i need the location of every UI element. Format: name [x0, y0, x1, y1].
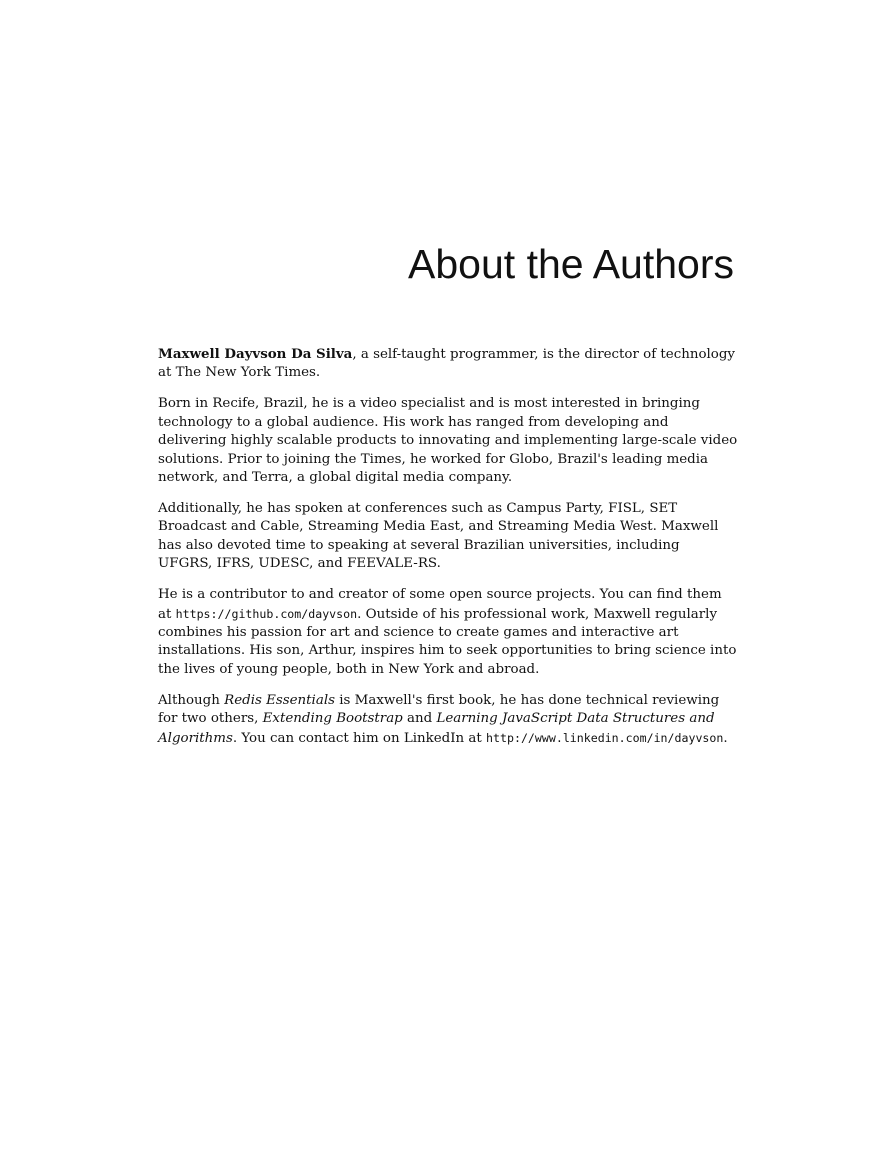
conferences-text: Additionally, he has spoken at conferences such as Campus Party, FISL, SET Broadcast and Cable, Streaming Media East, and Streaming Media West. Maxwell has also devoted time to speaking at several Brazilian universities, including UFGRS, IFRS, UDESC, and FEEVALE-RS. [158, 501, 719, 572]
projects-text-after: . Outside of his professional work, Maxwell regularly combines his passion for art and science to create games and interactive art installations. His son, Arthur, inspires him to seek opportunities to bring science into the lives of young people, both in New York and abroad. [158, 606, 737, 677]
bio-paragraph-conferences [158, 500, 738, 574]
book-title-learning-javascript: Learning JavaScript Data Structures and Algorithms [158, 711, 715, 746]
books-text-5: . [723, 730, 728, 746]
projects-text-before: He is a contributor to and creator of some open source projects. You can find them at [158, 587, 722, 622]
github-link[interactable]: https://github.com/dayvson [175, 606, 358, 621]
books-text-2: is Maxwell's first book, he has done technical reviewing for two others, [158, 692, 720, 727]
book-title-extending-bootstrap: Extending Bootstrap [262, 711, 403, 727]
page-title: About the Authors [408, 241, 734, 287]
bio-paragraph-books [158, 692, 738, 748]
book-title-redis-essentials: Redis Essentials [224, 692, 335, 708]
background-text: Born in Recife, Brazil, he is a video specialist and is most interested in bringing technology to a global audience. His work has ranged from developing and delivering highly scalable products to innovating and implementing large-scale video solutions. Prior to joining the Times, he worked for Globo, Brazil's leading media network, and Terra, a global digital media company. [158, 396, 738, 486]
linkedin-link[interactable]: http://www.linkedin.com/in/dayvson [486, 730, 724, 745]
bio-paragraph-projects [158, 586, 738, 679]
bio-paragraph-intro [158, 345, 738, 383]
books-text-3: and [402, 711, 437, 727]
bio-paragraph-background [158, 395, 738, 487]
books-text-4: . You can contact him on LinkedIn at [232, 730, 487, 746]
books-text-1: Although [158, 692, 225, 708]
author-bio [158, 345, 738, 761]
intro-text: , a self-taught programmer, is the director of technology at The New York Times. [158, 347, 736, 381]
author-name: Maxwell Dayvson Da Silva [158, 346, 353, 362]
